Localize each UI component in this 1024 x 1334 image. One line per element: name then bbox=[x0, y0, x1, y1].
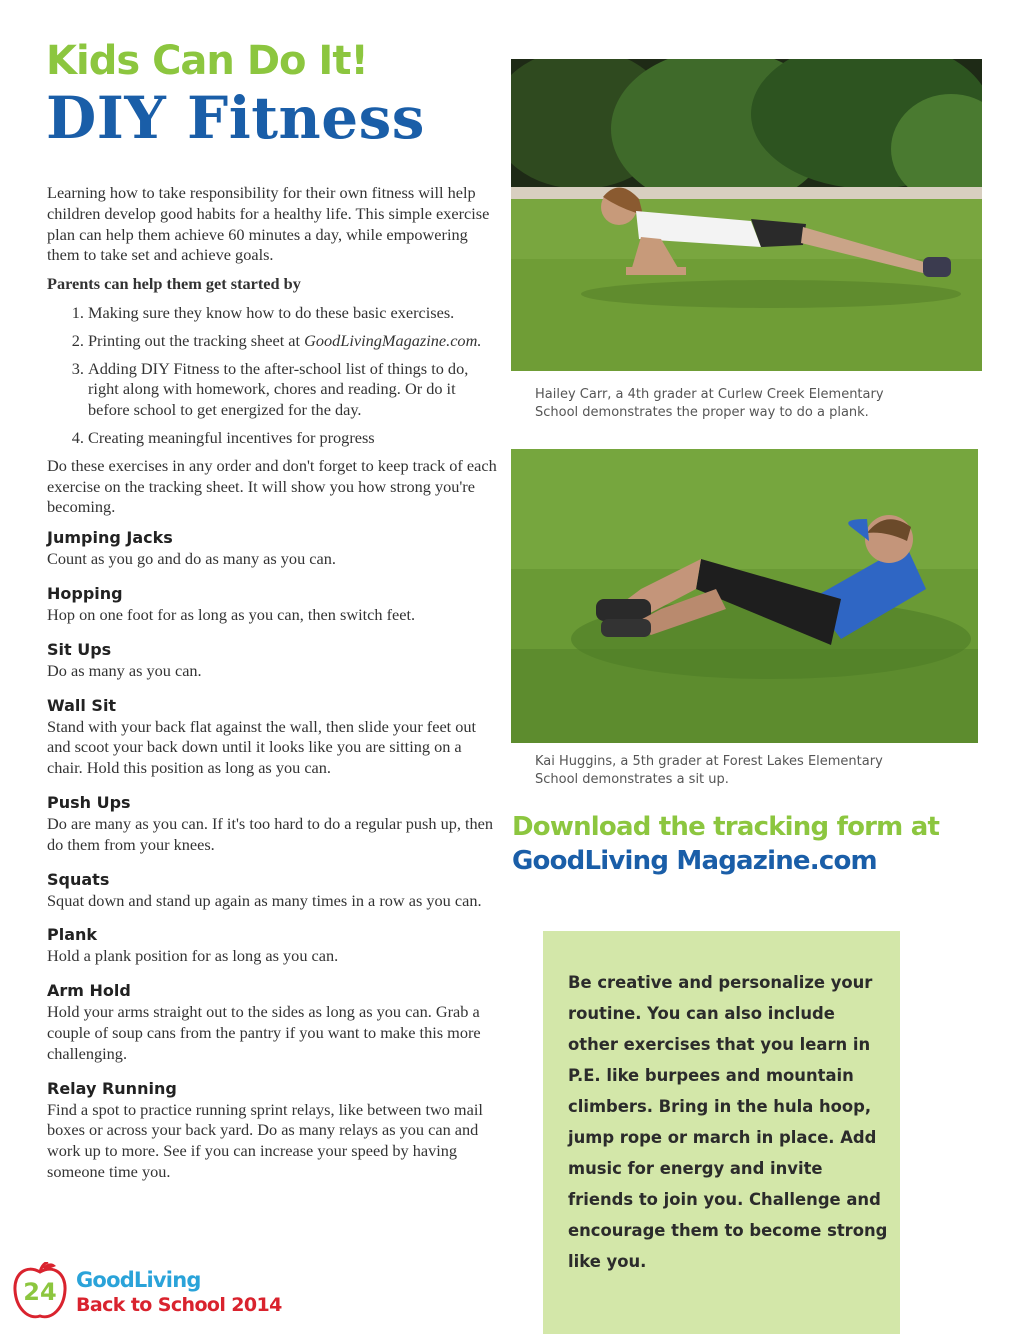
exercise-desc: Hold a plank position for as long as you can. bbox=[47, 946, 339, 966]
situp-caption: Kai Huggins, a 5th grader at Forest Lakes Elementary School demonstrates a sit up. bbox=[535, 754, 883, 787]
step-item bbox=[88, 331, 497, 352]
exercise-desc: Count as you go and do as many as you can. bbox=[47, 549, 336, 569]
exercise-title: Push Ups bbox=[47, 792, 131, 812]
exercise-desc: Squat down and stand up again as many times in a row as you can. bbox=[47, 890, 482, 910]
exercise-desc: Find a spot to practice running sprint relays, like between two mail boxes or across your back yard. Do as many relays as you can and work up to more. See if you can increase your speed by having someone time you. bbox=[47, 1099, 483, 1181]
exercise-desc: Stand with your back flat against the wall, then slide your feet out and scoot your back down until it looks like you are sitting on a chair. Hold this position as long as you can. bbox=[47, 716, 477, 778]
exercise-desc: Do as many as you can. bbox=[47, 660, 202, 680]
exercise-title: Squats bbox=[47, 869, 110, 889]
exercise-title: Hopping bbox=[47, 583, 123, 603]
tip-box bbox=[543, 931, 900, 1334]
situp-photo bbox=[511, 449, 978, 743]
footer-issue: Back to School 2014 bbox=[76, 1294, 282, 1316]
step-item: 4. Creating meaningful incentives for progress bbox=[88, 428, 497, 449]
plank-caption: Hailey Carr, a 4th grader at Curlew Creek Elementary School demonstrates the proper way to do a plank. bbox=[535, 387, 884, 420]
exercise-desc: Hold your arms straight out to the sides as long as you can. Grab a couple of soup cans from the pantry if you want to make this more challenging. bbox=[47, 1002, 481, 1063]
tip-text: Be creative and personalize your routine. You can also include other exercises that you learn in P.E. like burpees and mountain climbers. Bring in the hula hoop, jump rope or march in place. Add music for energy and invite friends to join you. Challenge and encourage them to become strong like you. bbox=[568, 973, 888, 1271]
page-number-badge bbox=[12, 1262, 68, 1322]
page-title: DIY Fitness bbox=[46, 84, 425, 152]
exercise-title: Jumping Jacks bbox=[47, 528, 173, 548]
kicker-headline: Kids Can Do It! bbox=[46, 38, 368, 84]
order-note: Do these exercises in any order and don't forget to keep track of each exercise on the tracking sheet. It will show you how strong you're becoming. bbox=[47, 455, 497, 517]
footer-brand: GoodLiving bbox=[76, 1268, 201, 1292]
parents-heading: Parents can help them get started by bbox=[47, 274, 301, 294]
exercise-desc: Hop on one foot for as long as you can, then switch feet. bbox=[47, 604, 416, 624]
download-link[interactable]: GoodLiving Magazine.com bbox=[512, 846, 877, 876]
exercise-title: Arm Hold bbox=[47, 981, 131, 1001]
exercise-title: Relay Running bbox=[47, 1078, 177, 1098]
article-body bbox=[47, 183, 497, 1191]
exercise-title: Plank bbox=[47, 925, 98, 945]
page-number: 24 bbox=[23, 1278, 57, 1306]
step-item: 1. Making sure they know how to do these basic exercises. bbox=[88, 303, 497, 324]
download-line: Download the tracking form at bbox=[512, 812, 940, 842]
exercise-desc: Do are many as you can. If it's too hard to do a regular push up, then do them from your knees. bbox=[47, 813, 494, 854]
step-text: Printing out the tracking sheet at bbox=[88, 330, 305, 350]
step-item: 3. Adding DIY Fitness to the after-school list of things to do, right along with homework, chores and reading. Or do it before school to get energized for the day. bbox=[88, 359, 497, 421]
intro-paragraph: Learning how to take responsibility for their own fitness will help children develop good habits for a healthy life. This simple exercise plan can help them achieve 60 minutes a day, while empowering them to take set and achieve goals. bbox=[47, 183, 490, 265]
plank-photo bbox=[511, 59, 982, 371]
tracking-sheet-link[interactable]: GoodLivingMagazine.com. bbox=[304, 330, 482, 350]
steps-list bbox=[47, 303, 497, 449]
exercise-title: Sit Ups bbox=[47, 639, 112, 659]
exercise-title: Wall Sit bbox=[47, 695, 117, 715]
